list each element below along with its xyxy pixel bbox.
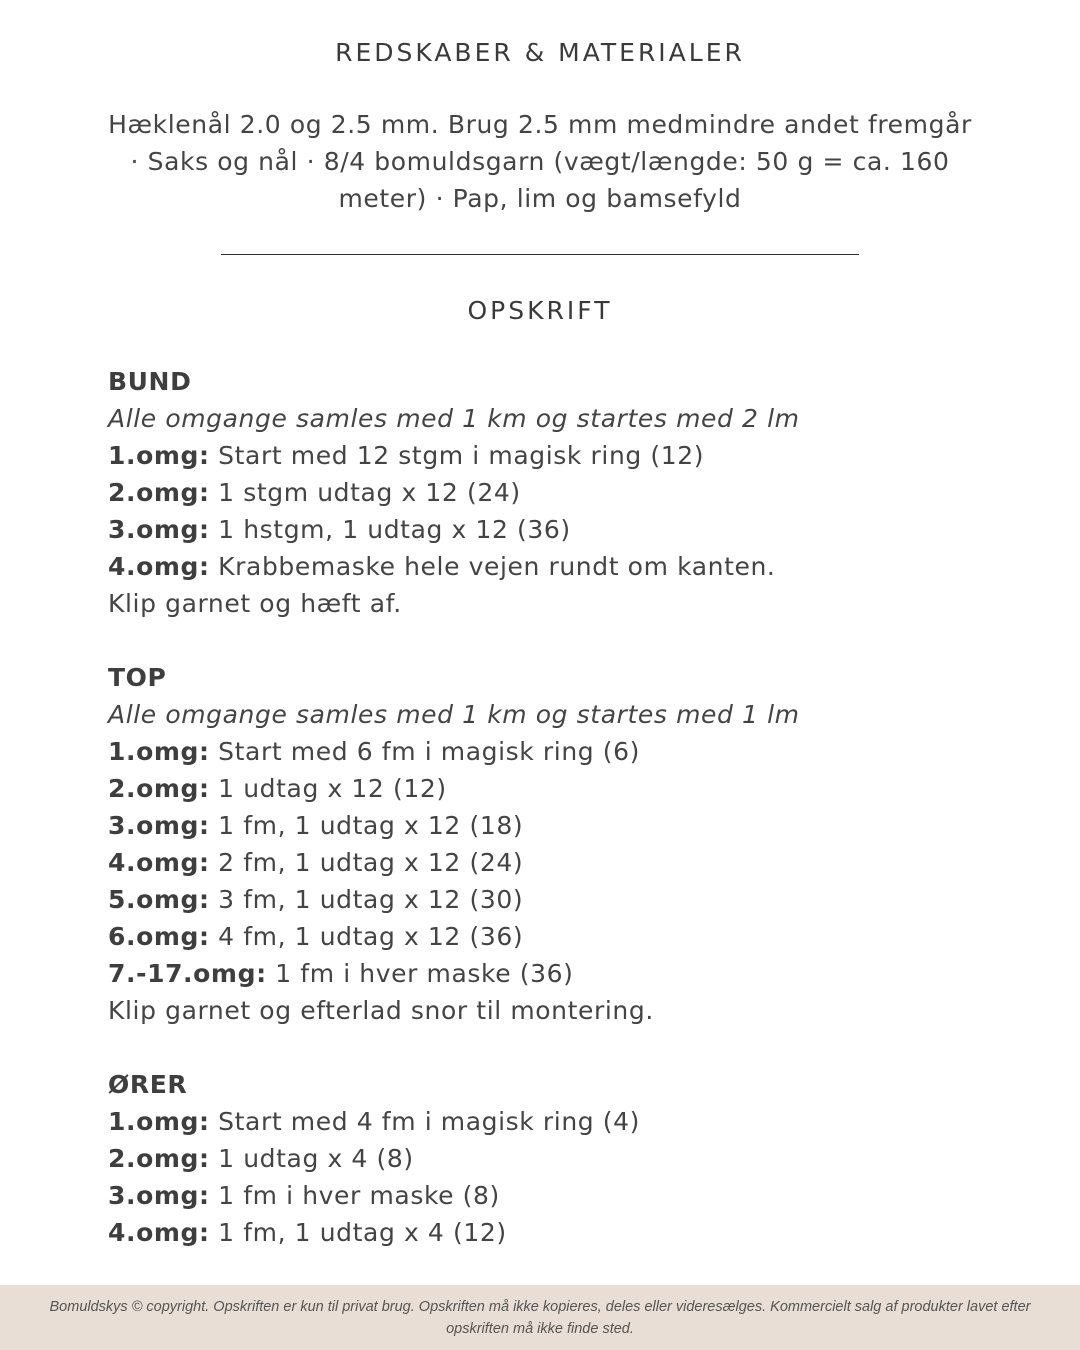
round-label: 5.omg: [108, 885, 210, 914]
round-text: Start med 12 stgm i magisk ring (12) [209, 441, 705, 470]
round-text: Start med 6 fm i magisk ring (6) [209, 737, 641, 766]
round-label: 6.omg: [108, 922, 210, 951]
round-label: 1.omg: [108, 737, 210, 766]
copyright-text: Bomuldskys © copyright. Opskriften er kun til privat brug. Opskriften må ikke kopieres, deles eller videresælges. Kommercielt salg af produkter lavet efter opskriften må ikke finde sted. [49, 1298, 1031, 1337]
divider [221, 254, 859, 255]
round-label: 3.omg: [108, 515, 210, 544]
round-row [108, 1214, 1008, 1251]
round-row [108, 1103, 1008, 1140]
section-title: BUND [108, 367, 192, 396]
round-row [108, 770, 1008, 807]
round-row [108, 1177, 1008, 1214]
round-label: 1.omg: [108, 1107, 210, 1136]
round-row [108, 511, 1008, 548]
section-closing: Klip garnet og efterlad snor til montering. [108, 996, 654, 1025]
round-label: 2.omg: [108, 1144, 210, 1173]
round-label: 4.omg: [108, 552, 210, 581]
section-note: Alle omgange samles med 1 km og startes med 2 lm [108, 404, 800, 433]
round-text: 1 fm, 1 udtag x 12 (18) [209, 811, 524, 840]
round-text: 2 fm, 1 udtag x 12 (24) [209, 848, 524, 877]
section-closing: Klip garnet og hæft af. [108, 589, 402, 618]
materials-text: Hæklenål 2.0 og 2.5 mm. Brug 2.5 mm medmindre andet fremgår · Saks og nål · 8/4 bomuldsgarn (vægt/længde: 50 g = ca. 160 meter) · Pap, lim og bamsefyld [108, 110, 972, 213]
round-label: 1.omg: [108, 441, 210, 470]
spacer [108, 622, 1008, 659]
round-row [108, 1140, 1008, 1177]
round-text: 1 fm, 1 udtag x 4 (12) [209, 1218, 507, 1247]
round-label: 3.omg: [108, 1181, 210, 1210]
copyright-footer [0, 1285, 1080, 1350]
round-row [108, 844, 1008, 881]
round-text: 1 fm i hver maske (8) [209, 1181, 500, 1210]
round-row [108, 548, 1008, 585]
round-label: 2.omg: [108, 774, 210, 803]
round-text: 1 stgm udtag x 12 (24) [209, 478, 521, 507]
round-text: 1 udtag x 12 (12) [209, 774, 447, 803]
round-row [108, 918, 1008, 955]
section-orer [108, 1066, 1008, 1251]
round-text: 4 fm, 1 udtag x 12 (36) [209, 922, 524, 951]
section-title: TOP [108, 663, 167, 692]
round-text: 1 fm i hver maske (36) [266, 959, 574, 988]
recipe-heading: OPSKRIFT [467, 296, 613, 325]
round-label: 7.-17.omg: [108, 959, 267, 988]
round-row [108, 733, 1008, 770]
section-bund [108, 363, 1008, 622]
round-row [108, 955, 1008, 992]
round-label: 2.omg: [108, 478, 210, 507]
section-title: ØRER [108, 1070, 188, 1099]
round-text: 3 fm, 1 udtag x 12 (30) [209, 885, 524, 914]
round-text: Start med 4 fm i magisk ring (4) [209, 1107, 641, 1136]
round-row [108, 881, 1008, 918]
round-row [108, 437, 1008, 474]
section-top [108, 659, 1008, 1029]
round-text: 1 hstgm, 1 udtag x 12 (36) [209, 515, 571, 544]
round-row [108, 474, 1008, 511]
recipe-body [108, 363, 1008, 1251]
spacer [108, 1029, 1008, 1066]
materials-heading: REDSKABER & MATERIALER [335, 38, 745, 67]
round-label: 4.omg: [108, 1218, 210, 1247]
round-label: 3.omg: [108, 811, 210, 840]
section-note: Alle omgange samles med 1 km og startes med 1 lm [108, 700, 800, 729]
round-label: 4.omg: [108, 848, 210, 877]
round-text: Krabbemaske hele vejen rundt om kanten. [209, 552, 776, 581]
round-text: 1 udtag x 4 (8) [209, 1144, 414, 1173]
round-row [108, 807, 1008, 844]
